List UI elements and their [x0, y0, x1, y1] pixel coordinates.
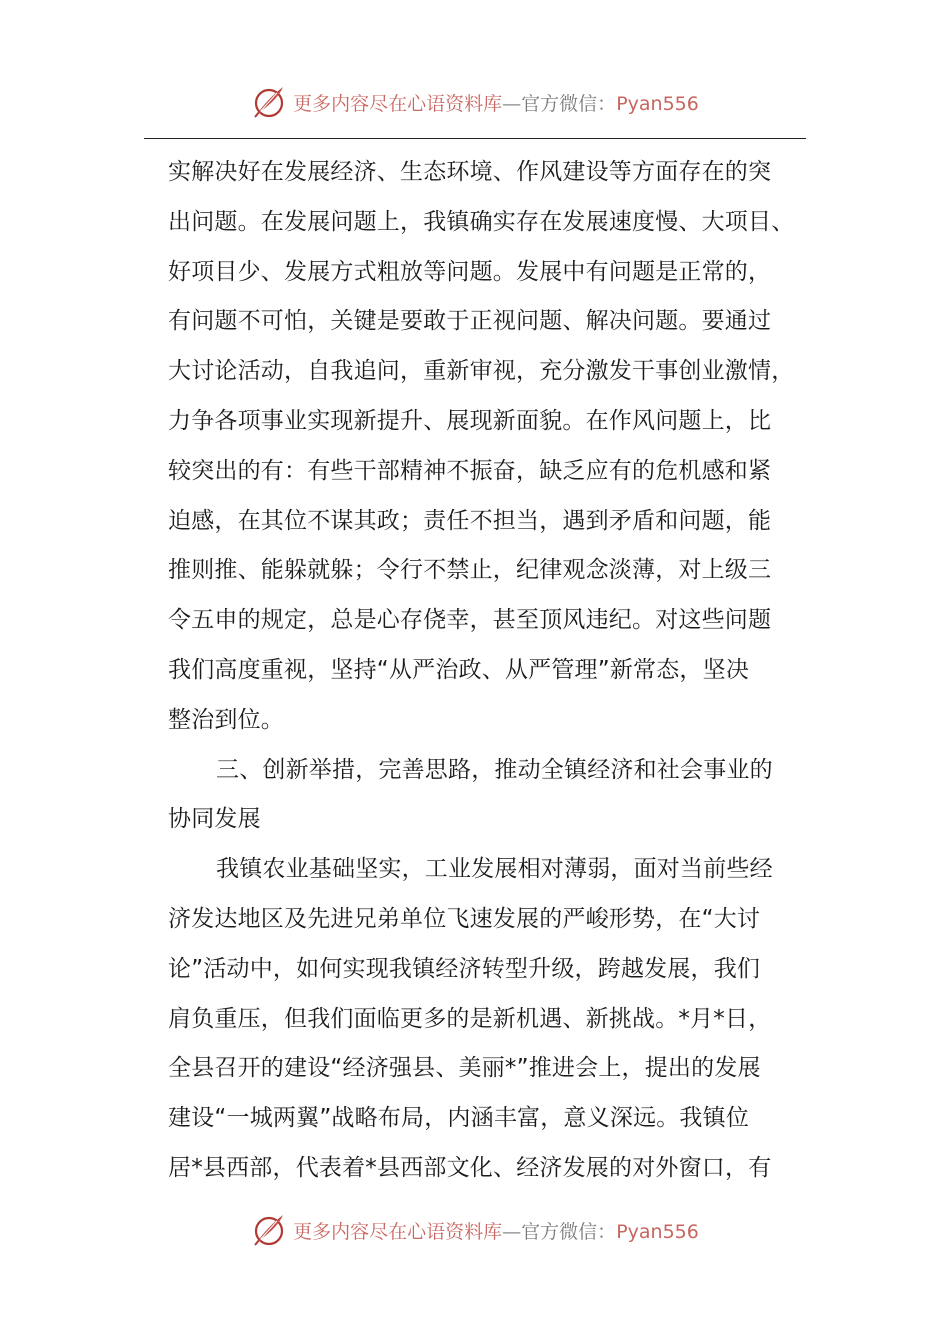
text-line: 大讨论活动，自我追问，重新审视，充分激发干事创业激情，: [168, 358, 795, 385]
footer-banner: [0, 1210, 950, 1250]
text-line: 我镇农业基础坚实，工业发展相对薄弱，面对当前些经: [216, 856, 773, 883]
text-line: 我们高度重视，坚持“从严治政、从严管理”新常态，坚决: [168, 656, 750, 683]
text-line: 实解决好在发展经济、生态环境、作风建设等方面存在的突: [168, 159, 772, 185]
text-line: 力争各项事业实现新提升、展现新面貌。在作风问题上，比: [168, 407, 772, 434]
text-line: 肩负重压，但我们面临更多的是新机遇、新挑战。*月*日，: [168, 1005, 772, 1032]
text-line: 全县召开的建设“经济强县、美丽*”推进会上，提出的发展: [168, 1055, 761, 1082]
text-line: 居*县西部，代表着*县西部文化、经济发展的对外窗口，有: [168, 1154, 772, 1181]
document-body: [168, 148, 808, 1194]
header-wechat-id: Pyan556: [616, 92, 699, 115]
footer-wechat-id: Pyan556: [616, 1220, 699, 1243]
footer-text: [293, 1217, 699, 1244]
header-divider: [144, 138, 806, 139]
text-line: 有问题不可怕，关键是要敢于正视问题、解决问题。要通过: [168, 308, 772, 335]
footer-wechat-label: 官方微信：: [521, 1220, 617, 1243]
text-line: 整治到位。: [168, 706, 284, 733]
text-line: 较突出的有：有些干部精神不振奋，缺乏应有的危机感和紧: [168, 457, 772, 484]
footer-site-text: 更多内容尽在心语资料库: [293, 1220, 503, 1243]
text-line: 令五申的规定，总是心存侥幸，甚至顶风违纪。对这些问题: [168, 607, 772, 634]
header-text: [293, 89, 699, 116]
header-dash: —: [502, 92, 522, 115]
text-line: 三、创新举措，完善思路，推动全镇经济和社会事业的: [216, 756, 773, 783]
text-line: 推则推、能躲就躲；令行不禁止，纪律观念淡薄，对上级三: [168, 557, 772, 584]
text-line: 协同发展: [168, 806, 261, 833]
header-banner: [0, 82, 950, 122]
text-line: 建设“一城两翼”战略布局，内涵丰富，意义深远。我镇位: [168, 1105, 750, 1132]
header-site-text: 更多内容尽在心语资料库: [293, 92, 503, 115]
footer-dash: —: [502, 1220, 522, 1243]
text-line: 迫感，在其位不谋其政；责任不担当，遇到矛盾和问题，能: [168, 507, 772, 534]
text-line: 出问题。在发展问题上，我镇确实存在发展速度慢、大项目、: [168, 208, 795, 235]
text-line: 论”活动中，如何实现我镇经济转型升级，跨越发展，我们: [168, 955, 761, 982]
text-line: 好项目少、发展方式粗放等问题。发展中有问题是正常的，: [168, 258, 772, 285]
quill-logo-icon: [251, 1212, 287, 1248]
text-line: 济发达地区及先进兄弟单位飞速发展的严峻形势，在“大讨: [168, 905, 761, 932]
header-wechat-label: 官方微信：: [521, 92, 617, 115]
quill-logo-icon: [251, 84, 287, 120]
